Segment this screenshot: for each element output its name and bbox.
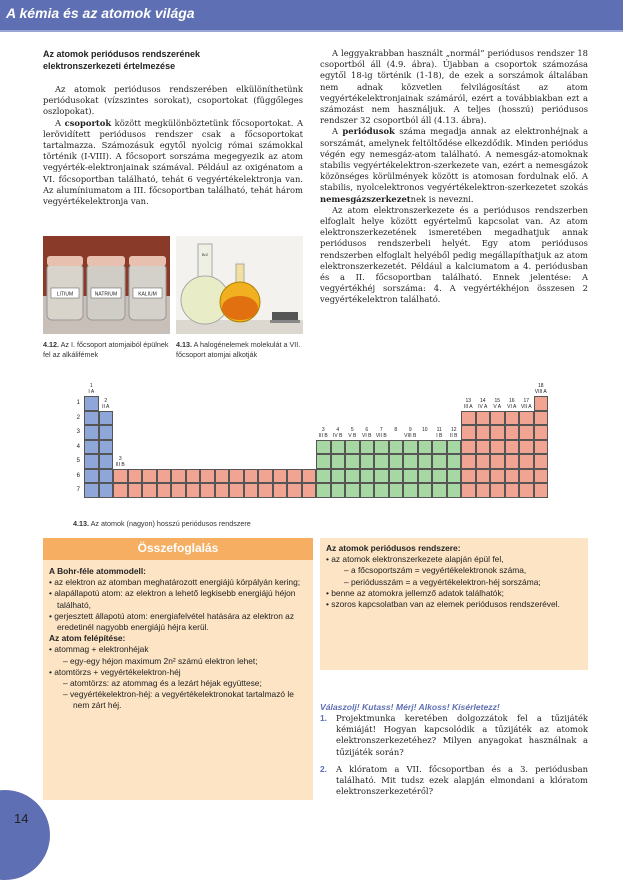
element-cell — [418, 469, 433, 484]
atom-dash-1: – egy-egy héjon maximum 2n² számú elektron lehet; — [63, 655, 258, 666]
caption-table-text: Az atomok (nagyon) hosszú periódusos rendszere — [89, 519, 251, 528]
element-cell — [461, 440, 476, 455]
element-cell — [84, 425, 99, 440]
caption-table-num: 4.13. — [73, 519, 89, 528]
element-cell — [360, 469, 375, 484]
left-p2-pre: A — [55, 117, 65, 128]
atom-dash-3: – vegyértékelektron-héj: a vegyértékelektronokat tartalmazó le nem zárt héj. — [63, 689, 294, 711]
element-cell — [258, 483, 273, 498]
period-label: 7 — [76, 487, 80, 493]
element-cell — [447, 440, 462, 455]
right-paragraph-3: Az atom elektronszerkezete és a periódusos rendszerben elfoglalt helye között egyértelmű kapcsolat van. Az atom elektronszerkezetének ismeretében megadhatjuk annak periódusos rendszerbeli helyét. Egy atom periódusos rendszerben elfoglalt helyéből pedig megállapíthatjuk az atom elektronszerkezetét. Például a kalciumatom a 4. periódusban és a II. főcsoportban található. Ennek jelentése: A vegyértékhéj sorszáma: 4. A vegyértékhéjon összesen 2 vegyértékelektron található. — [320, 204, 588, 305]
element-cell — [490, 440, 505, 455]
element-cell — [519, 411, 534, 426]
question-1-number: 1. — [320, 713, 327, 723]
element-cell — [331, 483, 346, 498]
element-cell — [490, 469, 505, 484]
bohr-title: A Bohr-féle atommodell: — [49, 566, 146, 576]
caption-alkali-num: 4.12. — [43, 340, 59, 349]
left-paragraph-2 — [43, 118, 303, 208]
right-p2-bold2: nemesgázszerkezet — [320, 193, 411, 204]
periodic-summary-title: Az atomok periódusos rendszere: — [326, 543, 461, 553]
element-cell — [490, 454, 505, 469]
right-paragraph-2 — [320, 126, 588, 204]
element-cell — [519, 469, 534, 484]
element-cell — [302, 469, 317, 484]
right-p2-mid: száma megadja annak az elektronhéjnak a sorszámát, amelynek feltöltődése elkezdődik. Minden periódus végén egy nemesgáz-atom található. A nemesgáz-atomoknak stabilis vegyértékelektron-szerkezete van, ezért a nemesgázok közönséges körülmények között is atomosan fordulnak elő. A stabilis, nyolcelektronos vegyértékelektron-szerkezetet szokás — [320, 126, 588, 193]
group-label-3: 3 III B — [115, 455, 125, 468]
element-cell — [84, 411, 99, 426]
element-cell — [360, 454, 375, 469]
element-cell — [418, 483, 433, 498]
section-title-line2: elektronszerkezeti értelmezése — [43, 61, 176, 71]
element-cell — [316, 483, 331, 498]
element-cell — [331, 469, 346, 484]
right-paragraph-1: A leggyakrabban használt „normál” periódusos rendszer 18 csoportból áll (4.9. ábra). Újabban a csoportok számozása egytől 18-ig történik (1-18), de ezek a sorszámok általában nem adnak közvetlen felvilágosítást az atom vegyértékelektronjainak számáról, ezért a továbbiakban ezt a számozást nem használjuk. A teljes (hosszú) periódusos rendszer 32 csoportból áll (4.13. ábra). — [320, 48, 588, 126]
element-cell — [113, 483, 128, 498]
left-p2-post: között megkülönböztetünk főcsoportokat. A lerövidített periódusos rendszer csak a főcsoportokat tartalmazza. Számozásuk egytől nyolcig római számokkal történik (I-VIII). A főcsoport sorszáma megegyezik az atom vegyérték-elektronjainak számával. Például az oxigénatom a VI. főcsoportban található, tehát 6 vegyértékelektronja van. Az alumíniumatom a III. főcsoportban található, tehát három vegyértékelektronja van. — [43, 117, 303, 207]
element-cell — [99, 440, 114, 455]
element-cell — [200, 469, 215, 484]
caption-halogens-num: 4.13. — [176, 340, 192, 349]
group-label-p: 14 IV A — [478, 397, 488, 410]
element-cell — [316, 440, 331, 455]
left-column — [43, 48, 303, 207]
element-cell — [476, 440, 491, 455]
element-cell — [374, 454, 389, 469]
element-cell — [186, 469, 201, 484]
period-label: 3 — [76, 429, 80, 435]
element-cell — [476, 469, 491, 484]
left-paragraph-1: Az atomok periódusos rendszerében elkülöníthetünk periódusokat (vízszintes sorokat), csoportokat (függőleges oszlopokat). — [43, 84, 303, 117]
group-label-d: 7 VII B — [375, 426, 387, 439]
element-cell — [519, 425, 534, 440]
element-cell — [84, 440, 99, 455]
element-cell — [273, 469, 288, 484]
group-label-p: 16 VI A — [507, 397, 517, 410]
element-cell — [476, 454, 491, 469]
element-cell — [215, 469, 230, 484]
right-p2-bold: periódusok — [342, 126, 395, 137]
element-cell — [534, 411, 549, 426]
element-cell — [273, 483, 288, 498]
alkali-jars-illustration — [43, 236, 170, 334]
element-cell — [331, 440, 346, 455]
group-label-d: 8 — [394, 426, 398, 433]
element-cell — [215, 483, 230, 498]
element-cell — [505, 483, 520, 498]
section-title — [43, 48, 303, 72]
element-cell — [389, 454, 404, 469]
element-cell — [186, 483, 201, 498]
flask-label: Br2 — [201, 252, 209, 257]
element-cell — [505, 440, 520, 455]
element-cell — [316, 469, 331, 484]
element-cell — [99, 425, 114, 440]
period-label: 5 — [76, 458, 80, 464]
right-p2-pre: A — [332, 126, 343, 137]
element-cell — [345, 483, 360, 498]
element-cell — [244, 469, 259, 484]
question-1 — [320, 713, 588, 758]
group-label-p: 15 V A — [493, 397, 502, 410]
group-label-d: 4 IV B — [333, 426, 343, 439]
element-cell — [84, 483, 99, 498]
element-cell — [447, 483, 462, 498]
chapter-header — [0, 0, 623, 30]
element-cell — [490, 425, 505, 440]
section-title-line1: Az atomok periódusos rendszerének — [43, 49, 201, 59]
element-cell — [432, 483, 447, 498]
group-label-d: 11 I B — [436, 426, 443, 439]
periodic-item-1: • az atomok elektronszerkezete alapján épül fel, — [326, 554, 504, 565]
element-cell — [171, 483, 186, 498]
element-cell — [360, 483, 375, 498]
period-label: 2 — [76, 414, 80, 421]
element-cell — [157, 469, 172, 484]
element-cell — [157, 483, 172, 498]
element-cell — [461, 425, 476, 440]
group-label-18: 18 VIII A — [534, 383, 547, 395]
element-cell — [519, 454, 534, 469]
group-label-d: 3 III B — [318, 426, 328, 439]
group-label-d: 9 VIII B — [404, 426, 417, 439]
period-label: 1 — [76, 400, 80, 406]
element-cell — [432, 469, 447, 484]
element-cell — [128, 469, 143, 484]
chapter-title: A kémia és az atomok világa — [6, 5, 195, 21]
element-cell — [519, 440, 534, 455]
jar-label-sodium: NATRIUM — [94, 291, 118, 298]
element-cell — [461, 469, 476, 484]
right-column — [320, 48, 588, 306]
right-p2-post: nek is nevezni. — [410, 193, 474, 204]
header-divider — [0, 30, 623, 32]
question-1-text: Projektmunka keretében dolgozzátok fel a tűzijáték kémiáját! Hogyan kapcsolódik a tűzijáték az atomok elektronszerkezetéhez? Milyen anyagokat használnak a tűzijáték során? — [336, 713, 588, 757]
atom-dash-2: – atomtörzs: az atommag és a lezárt héjak együttese; — [63, 678, 262, 689]
periodic-item-3: • szoros kapcsolatban van az elemek periódusos rendszerével. — [326, 599, 560, 610]
element-cell — [534, 469, 549, 484]
element-cell — [360, 440, 375, 455]
group-label-p: 13 III A — [463, 397, 473, 410]
jar-label-lithium: LITIUM — [56, 291, 74, 298]
element-cell — [534, 396, 549, 411]
element-cell — [534, 483, 549, 498]
element-cell — [403, 469, 418, 484]
alkali-metals-photo — [43, 236, 170, 334]
element-cell — [476, 411, 491, 426]
summary-content — [49, 566, 311, 712]
element-cell — [200, 483, 215, 498]
element-cell — [505, 411, 520, 426]
element-cell — [258, 469, 273, 484]
element-cell — [461, 411, 476, 426]
element-cell — [476, 483, 491, 498]
group-label-2: 2 II A — [102, 397, 110, 410]
periodic-dash-1: – a főcsoportszám = vegyértékelektronok száma, — [344, 565, 527, 576]
atom-structure-title: Az atom felépítése: — [49, 633, 126, 644]
jar-label-potassium: KALIUM — [138, 291, 157, 298]
period-label: 6 — [76, 472, 80, 479]
element-cell — [374, 440, 389, 455]
element-cell — [171, 469, 186, 484]
left-p2-bold: csoportok — [64, 117, 112, 128]
element-cell — [229, 469, 244, 484]
element-cell — [418, 440, 433, 455]
element-cell — [84, 469, 99, 484]
halogen-flasks-illustration — [176, 236, 303, 334]
summary-header — [43, 538, 313, 560]
periodic-summary-content — [326, 543, 584, 610]
element-cell — [99, 469, 114, 484]
period-label: 4 — [76, 443, 80, 450]
bohr-item-3: • gerjesztett állapotú atom: energiafelvétel hatására az elektron az eredetinél nagyobb energiájú héjra kerül. — [49, 610, 295, 633]
caption-halogens — [176, 340, 304, 359]
periodic-item-2: • benne az atomokra jellemző adatok találhatók; — [326, 587, 504, 598]
element-cell — [229, 483, 244, 498]
page-corner-decoration — [0, 790, 50, 880]
element-cell — [345, 440, 360, 455]
element-cell — [84, 454, 99, 469]
element-cell — [461, 483, 476, 498]
element-cell — [490, 483, 505, 498]
element-cell — [505, 469, 520, 484]
bohr-item-2: • alapállapotú atom: az elektron a lehető legkisebb energiájú héjon található, — [49, 588, 296, 610]
element-cell — [302, 483, 317, 498]
element-cell — [403, 454, 418, 469]
atom-item-1: • atommag + elektronhéjak — [49, 644, 149, 655]
group-label-d: 12 II B — [449, 426, 458, 439]
element-cell — [374, 469, 389, 484]
element-cell — [519, 483, 534, 498]
periodic-dash-2: – periódusszám = a vegyértékelektron-héj sorszáma; — [344, 576, 541, 587]
element-cell — [403, 440, 418, 455]
group-label-p: 17 VII A — [520, 397, 532, 410]
element-cell — [476, 425, 491, 440]
element-cell — [534, 425, 549, 440]
element-cell — [287, 469, 302, 484]
element-cell — [418, 454, 433, 469]
element-cell — [99, 411, 114, 426]
element-cell — [374, 483, 389, 498]
element-cell — [389, 440, 404, 455]
element-cell — [447, 454, 462, 469]
group-label-d: 10 — [421, 426, 428, 433]
page-number: 14 — [14, 811, 29, 826]
caption-alkali — [43, 340, 171, 359]
questions-title: Válaszolj! Kutass! Mérj! Alkoss! Kísérletezz! — [320, 702, 500, 712]
element-cell — [142, 469, 157, 484]
element-cell — [505, 454, 520, 469]
element-cell — [99, 483, 114, 498]
element-cell — [389, 483, 404, 498]
group-label-1: 1 I A — [88, 383, 95, 395]
bohr-item-1: • az elektron az atomban meghatározott energiájú körpályán kering; — [49, 577, 301, 588]
element-cell — [447, 469, 462, 484]
element-cell — [490, 411, 505, 426]
element-cell — [534, 440, 549, 455]
halogens-photo — [176, 236, 303, 334]
element-cell — [113, 469, 128, 484]
caption-periodic-table — [73, 519, 373, 529]
periodic-table — [70, 376, 590, 508]
summary-title: Összefoglalás — [137, 541, 219, 555]
question-2 — [320, 764, 588, 798]
element-cell — [389, 469, 404, 484]
group-label-d: 6 VI B — [362, 426, 372, 439]
element-cell — [142, 483, 157, 498]
group-label-d: 5 V B — [348, 426, 357, 439]
element-cell — [432, 454, 447, 469]
element-cell — [287, 483, 302, 498]
element-cell — [244, 483, 259, 498]
caption-alkali-text: Az I. főcsoport atomjaiból épülnek fel az alkálifémek — [43, 340, 169, 359]
question-2-number: 2. — [320, 764, 327, 774]
question-2-text: A klóratom a VII. főcsoportban és a 3. periódusban található. Mit tudsz ezek alapján elmondani a klóratom elektronszerkezetéről? — [336, 764, 588, 797]
caption-halogens-text: A halogénelemek molekulát a VII. főcsoport atomjai alkotják — [176, 340, 301, 359]
element-cell — [331, 454, 346, 469]
element-cell — [345, 469, 360, 484]
element-cell — [316, 454, 331, 469]
element-cell — [505, 425, 520, 440]
element-cell — [345, 454, 360, 469]
element-cell — [461, 454, 476, 469]
element-cell — [403, 483, 418, 498]
atom-item-2: • atomtörzs + vegyértékelektron-héj — [49, 666, 181, 677]
element-cell — [534, 454, 549, 469]
element-cell — [128, 483, 143, 498]
element-cell — [432, 440, 447, 455]
